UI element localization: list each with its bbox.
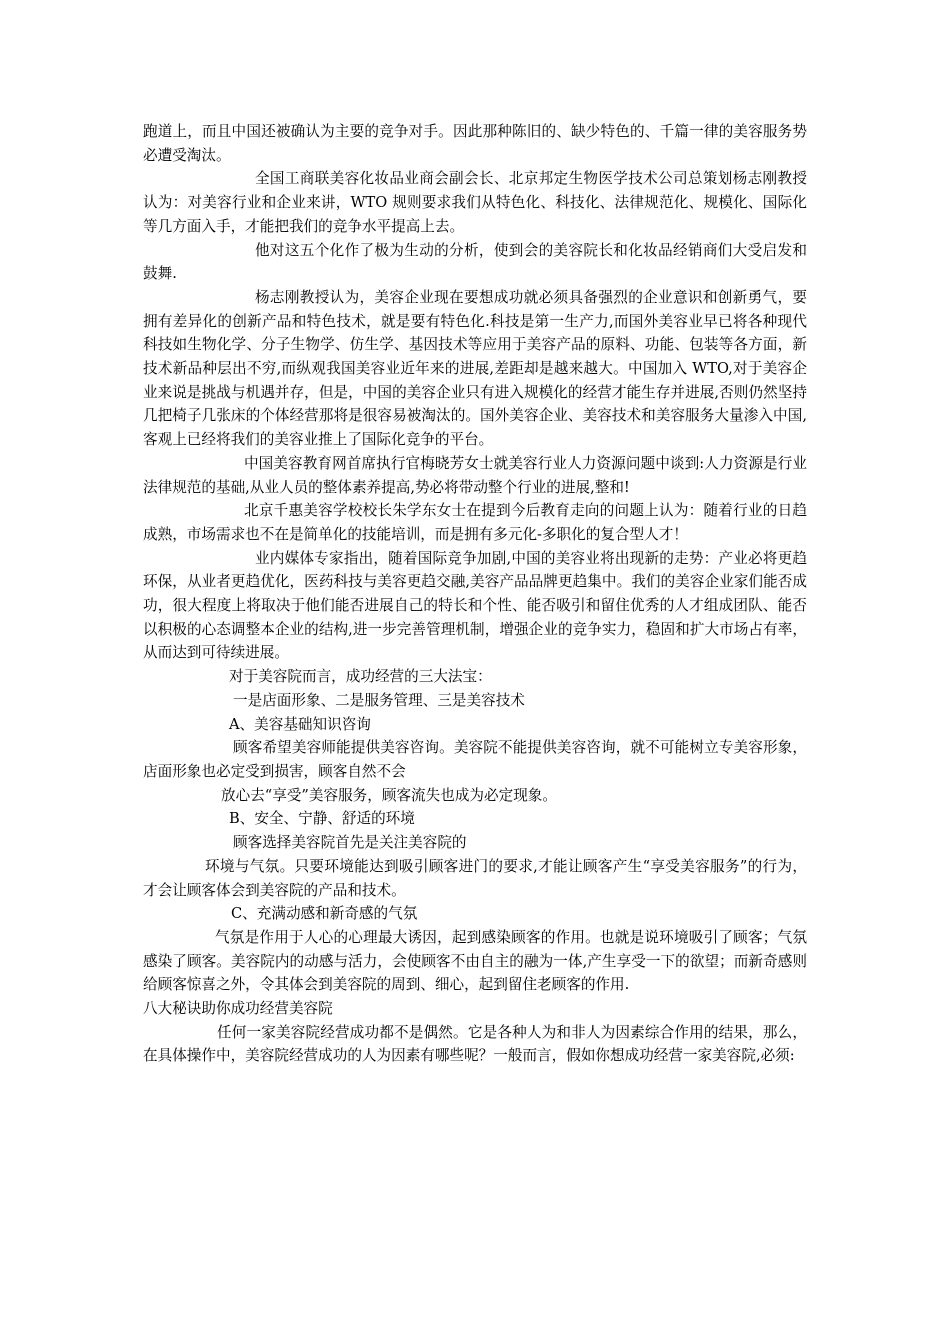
paragraph: B、安全、宁静、舒适的环境 xyxy=(229,810,415,828)
section-heading: 八大秘诀助你成功经营美容院 xyxy=(143,1000,333,1018)
paragraph: A、美容基础知识咨询 xyxy=(229,715,371,733)
paragraph: 他对这五个化作了极为生动的分析，使到会的美容院长和化妆品经销商们大受启发和鼓舞. xyxy=(143,241,807,283)
paragraph: 全国工商联美容化妆品业商会副会长、北京邦定生物医学技术公司总策划杨志刚教授认为：对美容行业和企业来讲，WTO 规则要求我们从特色化、科技化、法律规范化、规模化、国际化等几方面入手，才能把我们的竞争水平提高上去。 xyxy=(143,170,807,235)
paragraph: 中国美容教育网首席执行官梅晓芳女士就美容行业人力资源问题中谈到:人力资源是行业法律规范的基础,从业人员的整体素养提高,势必将带动整个行业的进展,整和! xyxy=(143,454,807,496)
paragraph: C、充满动感和新奇感的气氛 xyxy=(231,905,418,923)
paragraph: 顾客选择美容院首先是关注美容院的 xyxy=(233,834,467,852)
paragraph: 任何一家美容院经营成功都不是偶然。它是各种人为和非人为因素综合作用的结果，那么，在具体操作中，美容院经营成功的人为因素有哪些呢？一般而言，假如你想成功经营一家美容院,必须: xyxy=(143,1023,807,1065)
paragraph: 气氛是作用于人心的心理最大诱因，起到感染顾客的作用。也就是说环境吸引了顾客；气氛感染了顾客。美容院内的动感与活力，会使顾客不由自主的融为一体,产生享受一下的欲望；而新奇感则给顾客惊喜之外，令其体会到美容院的周到、细心，起到留住老顾客的作用. xyxy=(143,928,807,994)
document-body xyxy=(143,120,807,1068)
paragraph: 环境与气氛。只要环境能达到吸引顾客进门的要求,才能让顾客产生“享受美容服务”的行为，才会让顾客体会到美容院的产品和技术。 xyxy=(143,857,807,899)
paragraph: 杨志刚教授认为，美容企业现在要想成功就必须具备强烈的企业意识和创新勇气，要拥有差异化的创新产品和特色技术，就是要有特色化.科技是第一生产力,而国外美容业早已将各种现代科技如生物化学、分子生物学、仿生学、基因技术等应用于美容产品的原料、功能、包装等各方面，新技术新品种层出不穷,而纵观我国美容业近年来的进展,差距却是越来越大。中国加入 WTO,对于美容企业来说是挑战与机遇并存，但是，中国的美容企业只有进入规模化的经营才能生存并进展,否则仍然坚持几把椅子几张床的个体经营那将是很容易被淘汰的。国外美容企业、美容技术和美容服务大量渗入中国,客观上已经将我们的美容业推上了国际化竞争的平台。 xyxy=(143,288,807,449)
paragraph: 对于美容院而言，成功经营的三大法宝： xyxy=(229,668,492,686)
paragraph: 顾客希望美容师能提供美容咨询。美容院不能提供美容咨询，就不可能树立专美容形象，店面形象也必定受到损害，顾客自然不会 xyxy=(143,739,807,780)
paragraph: 业内媒体专家指出，随着国际竞争加剧,中国的美容业将出现新的走势：产业必将更趋环保，从业者更趋优化，医药科技与美容更趋交融,美容产品品牌更趋集中。我们的美容企业家们能否成功，很大程度上将取决于他们能否进展自己的特长和个性、能否吸引和留住优秀的人才组成团队、能否以积极的心态调整本企业的结构,进一步完善管理机制，增强企业的竞争实力，稳固和扩大市场占有率，从而达到可待续进展。 xyxy=(143,549,807,662)
paragraph: 放心去“享受”美容服务，顾客流失也成为必定现象。 xyxy=(221,786,557,804)
paragraph: 跑道上，而且中国还被确认为主要的竞争对手。因此那种陈旧的、缺少特色的、千篇一律的美容服务势必遭受淘汰。 xyxy=(143,123,807,164)
paragraph: 一是店面形象、二是服务管理、三是美容技术 xyxy=(233,691,525,709)
paragraph: 北京千惠美容学校校长朱学东女士在提到今后教育走向的问题上认为：随着行业的日趋成熟，市场需求也不在是简单化的技能培训，而是拥有多元化-多职化的复合型人才！ xyxy=(143,502,807,543)
